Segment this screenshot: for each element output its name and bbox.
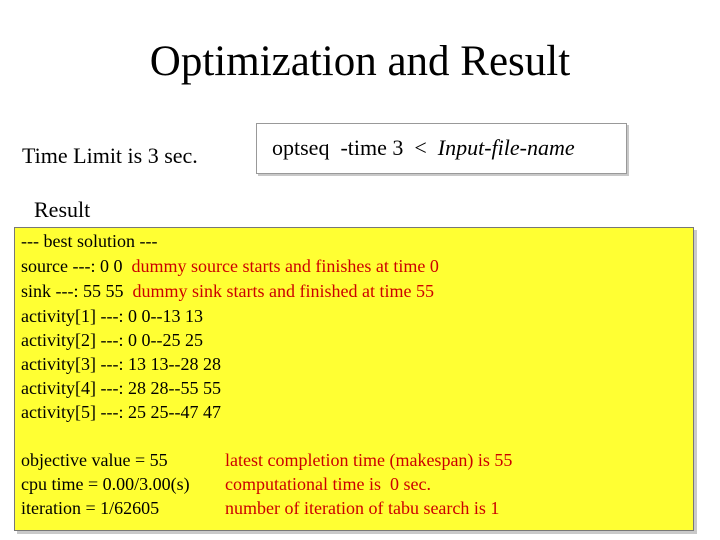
summary-note: computational time is 0 sec. xyxy=(225,474,431,494)
time-limit-label: Time Limit is 3 sec. xyxy=(22,143,198,168)
output-line-text: sink ---: 55 55 xyxy=(21,281,124,301)
output-line-note: dummy source starts and finishes at time 0 xyxy=(131,256,439,276)
output-line-activity-1: activity[1] ---: 0 0--13 13 xyxy=(21,306,203,326)
command-argument: Input-file-name xyxy=(437,135,575,160)
command-text xyxy=(272,135,575,161)
command-box xyxy=(256,123,627,174)
output-line-activity-5: activity[5] ---: 25 25--47 47 xyxy=(21,402,221,422)
slide-title: Optimization and Result xyxy=(149,38,571,85)
result-output-box xyxy=(14,227,694,531)
summary-line-cpu-time xyxy=(21,473,681,495)
output-line-activity-2: activity[2] ---: 0 0--25 25 xyxy=(21,330,203,350)
summary-text: objective value = 55 xyxy=(21,450,168,470)
command-prefix: optseq -time 3 < xyxy=(272,135,438,160)
output-line-note: dummy sink starts and finished at time 55 xyxy=(132,281,434,301)
output-line-activity-4: activity[4] ---: 28 28--55 55 xyxy=(21,378,221,398)
output-line-activity-3: activity[3] ---: 13 13--28 28 xyxy=(21,354,221,374)
output-line-text: source ---: 0 0 xyxy=(21,256,123,276)
summary-note: number of iteration of tabu search is 1 xyxy=(225,498,500,518)
output-header: --- best solution --- xyxy=(21,231,158,251)
summary-note: latest completion time (makespan) is 55 xyxy=(225,450,513,470)
summary-text: cpu time = 0.00/3.00(s) xyxy=(21,474,190,494)
result-label: Result xyxy=(34,197,91,222)
output-line-source xyxy=(21,255,439,277)
summary-text: iteration = 1/62605 xyxy=(21,498,160,518)
output-line-sink xyxy=(21,280,434,302)
summary-line-iteration xyxy=(21,497,681,519)
summary-line-objective xyxy=(21,449,681,471)
